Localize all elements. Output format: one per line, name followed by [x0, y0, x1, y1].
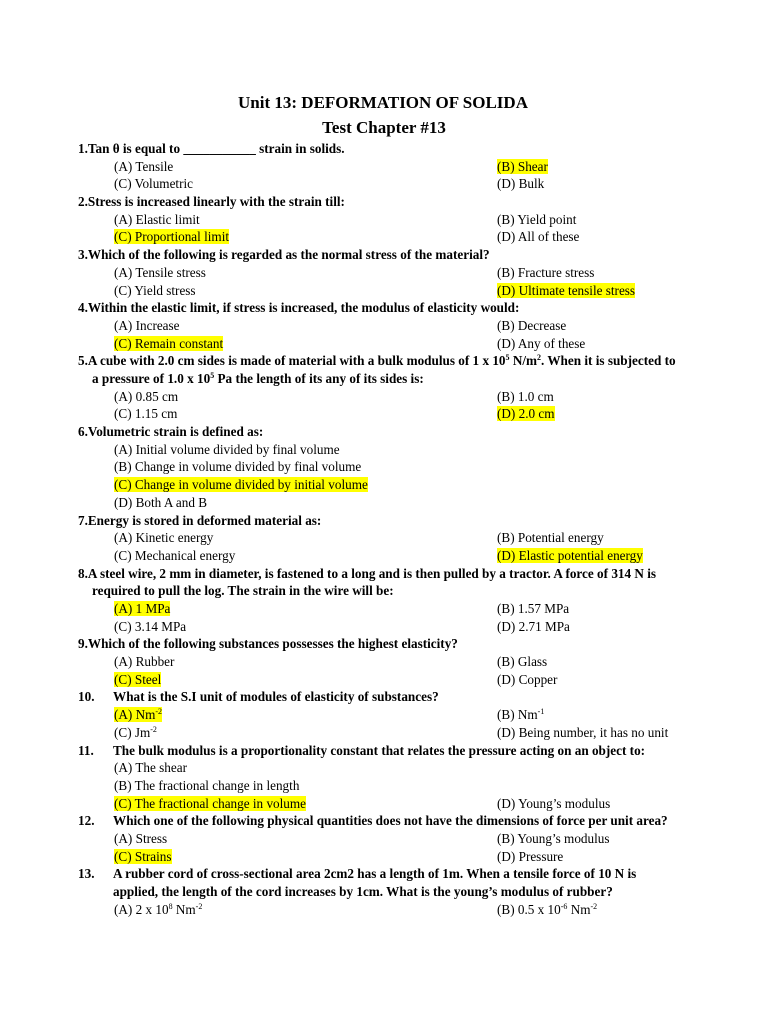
question-text: [0, 688, 768, 706]
option-row: [0, 600, 768, 618]
question-text: [0, 140, 768, 158]
option-c: (C) $Jm^{-2}$: [114, 724, 157, 740]
question-number: 11.: [78, 742, 94, 758]
question-number: 5.: [78, 353, 88, 369]
option-a: (A) Elastic limit: [114, 211, 200, 227]
option-row: [0, 405, 768, 423]
option-a: (A) Stress: [114, 831, 168, 847]
option-a: (A) Initial volume divided by final volume: [114, 441, 340, 457]
question-10: [0, 688, 768, 741]
option-c: (C) Volumetric: [114, 176, 193, 192]
option-b-highlighted: (B) Shear: [497, 158, 548, 174]
option-row: [0, 494, 768, 512]
question-number: 3.: [78, 247, 88, 263]
option-a-highlighted: (A) $Nm^{-2}$: [114, 707, 163, 723]
question-text: [0, 246, 768, 264]
option-c: (C) Mechanical energy: [114, 547, 236, 563]
option-b: (B) $Nm^{-1}$: [497, 707, 545, 723]
question-body: Within the elastic limit, if stress is increased, the modulus of elasticity would:: [87, 300, 520, 316]
option-row: [0, 335, 768, 353]
option-c: (C) 3.14 MPa: [114, 618, 187, 634]
question-2: [0, 193, 768, 246]
option-d: (D) All of these: [497, 229, 580, 245]
question-1: [0, 140, 768, 193]
option-row: [0, 228, 768, 246]
page-subtitle: Test Chapter #13: [322, 118, 446, 137]
option-b: (B) Decrease: [497, 317, 567, 333]
option-row: [0, 795, 768, 813]
question-body: Which one of the following physical quantities does not have the dimensions of force per unit area?: [113, 813, 668, 829]
question-text: [0, 565, 768, 600]
question-list: [0, 140, 768, 919]
question-number: 6.: [78, 424, 88, 440]
question-number: 2.: [78, 194, 88, 210]
question-body: Volumetric strain is defined as:: [87, 424, 264, 440]
option-b: (B) Potential energy: [497, 530, 604, 546]
option-b: (B) 1.57 MPa: [497, 601, 570, 617]
option-a: (A) Tensile stress: [114, 264, 206, 280]
question-7: [0, 512, 768, 565]
question-body: Energy is stored in deformed material as:: [87, 512, 322, 528]
question-9: [0, 635, 768, 688]
option-row: [0, 724, 768, 742]
option-b: (B) 0.5 x $10^{-6}$ $Nm^{-2}$: [497, 901, 598, 917]
question-text: [0, 635, 768, 653]
option-c: (C) 1.15 cm: [114, 406, 178, 422]
option-d: (D) Pressure: [497, 848, 564, 864]
option-row: [0, 547, 768, 565]
option-a: (A) Tensile: [114, 158, 174, 174]
option-b: (B) 1.0 cm: [497, 388, 554, 404]
question-number: 9.: [78, 636, 88, 652]
question-number: 1.: [78, 141, 88, 156]
question-11: [0, 742, 768, 813]
question-12: [0, 812, 768, 865]
question-body: A cube with 2.0 cm sides is made of material with a bulk modulus of 1 x $10^5$ $N/m^2$. When it is subjected to a pressure of 1.0 x $10^5$ Pa the length of its any of its sides is:: [87, 353, 676, 387]
option-a: (A) Increase: [114, 317, 180, 333]
question-body: Which of the following substances possesses the highest elasticity?: [87, 636, 458, 652]
question-3: [0, 246, 768, 299]
option-a: (A) Kinetic energy: [114, 530, 214, 546]
question-body: A steel wire, 2 mm in diameter, is fastened to a long and is then pulled by a tractor. A force of 314 N is required to pull the log. The strain in the wire will be:: [87, 565, 657, 599]
option-row: [0, 476, 768, 494]
option-row: [0, 158, 768, 176]
option-b: (B) Fracture stress: [497, 264, 595, 280]
question-body: Which of the following is regarded as the normal stress of the material?: [87, 247, 490, 263]
option-b: (B) Yield point: [497, 211, 577, 227]
option-row: [0, 848, 768, 866]
option-b: (B) Change in volume divided by final volume: [114, 459, 362, 475]
option-c-highlighted: (C) Remain constant: [114, 335, 224, 351]
question-number: 4.: [78, 300, 88, 316]
option-row: [0, 458, 768, 476]
option-c-highlighted: (C) Steel: [114, 671, 162, 687]
option-row: [0, 653, 768, 671]
option-d: (D) Copper: [497, 671, 558, 687]
option-row: [0, 901, 768, 919]
question-body: Tan θ is equal to ___________ strain in solids.: [87, 141, 345, 156]
question-text: [0, 352, 768, 387]
option-row: [0, 759, 768, 777]
question-number: 12.: [78, 813, 95, 829]
question-body: A rubber cord of cross-sectional area 2cm2 has a length of 1m. When a tensile force of 10 N is applied, the length of the cord increases by 1cm. What is the young’s modulus of rubber?: [113, 866, 637, 900]
option-row: [0, 441, 768, 459]
option-d-highlighted: (D) Ultimate tensile stress: [497, 282, 636, 298]
option-row: [0, 211, 768, 229]
option-row: [0, 706, 768, 724]
page-title: Unit 13: DEFORMATION OF SOLIDA: [238, 93, 528, 112]
option-d: (D) Being number, it has no unit: [497, 724, 669, 740]
question-text: [0, 299, 768, 317]
question-text: [0, 423, 768, 441]
option-row: [0, 282, 768, 300]
option-b: (B) Young’s modulus: [497, 831, 610, 847]
option-b: (B) The fractional change in length: [114, 777, 300, 793]
option-a: (A) Rubber: [114, 654, 175, 670]
option-d: (D) Any of these: [497, 335, 586, 351]
option-a: (A) The shear: [114, 760, 187, 776]
question-number: 13.: [78, 866, 95, 882]
option-row: [0, 830, 768, 848]
option-d: (D) 2.71 MPa: [497, 618, 570, 634]
question-number: 7.: [78, 512, 88, 528]
option-row: [0, 388, 768, 406]
option-row: [0, 777, 768, 795]
question-text: [0, 193, 768, 211]
question-number: 10.: [78, 689, 95, 705]
option-row: [0, 671, 768, 689]
option-c-highlighted: (C) Proportional limit: [114, 229, 230, 245]
question-4: [0, 299, 768, 352]
question-number: 8.: [78, 565, 88, 581]
option-a: (A) 2 x $10^8$ $Nm^{-2}$: [114, 901, 203, 917]
option-d-highlighted: (D) Elastic potential energy: [497, 547, 643, 563]
question-body: The bulk modulus is a proportionality constant that relates the pressure acting on an object to:: [113, 742, 646, 758]
question-13: [0, 865, 768, 918]
question-text: [0, 865, 768, 900]
option-d: (D) Young’s modulus: [497, 795, 611, 811]
option-row: [0, 529, 768, 547]
option-d: (D) Both A and B: [114, 494, 208, 510]
option-c-highlighted: (C) Change in volume divided by initial volume: [114, 477, 368, 493]
question-text: [0, 512, 768, 530]
option-row: [0, 317, 768, 335]
question-text: [0, 812, 768, 830]
option-row: [0, 264, 768, 282]
option-d: (D) Bulk: [497, 176, 545, 192]
option-c-highlighted: (C) Strains: [114, 848, 172, 864]
question-5: [0, 352, 768, 423]
option-a-highlighted: (A) 1 MPa: [114, 601, 171, 617]
option-row: [0, 618, 768, 636]
option-b: (B) Glass: [497, 654, 548, 670]
option-a: (A) 0.85 cm: [114, 388, 179, 404]
option-d-highlighted: (D) 2.0 cm: [497, 406, 555, 422]
option-row: [0, 175, 768, 193]
question-8: [0, 565, 768, 636]
question-6: [0, 423, 768, 511]
option-c: (C) Yield stress: [114, 282, 196, 298]
option-c-highlighted: (C) The fractional change in volume: [114, 795, 307, 811]
question-body: Stress is increased linearly with the strain till:: [87, 194, 345, 210]
question-text: [0, 742, 768, 760]
question-body: What is the S.I unit of modules of elasticity of substances?: [113, 689, 439, 705]
